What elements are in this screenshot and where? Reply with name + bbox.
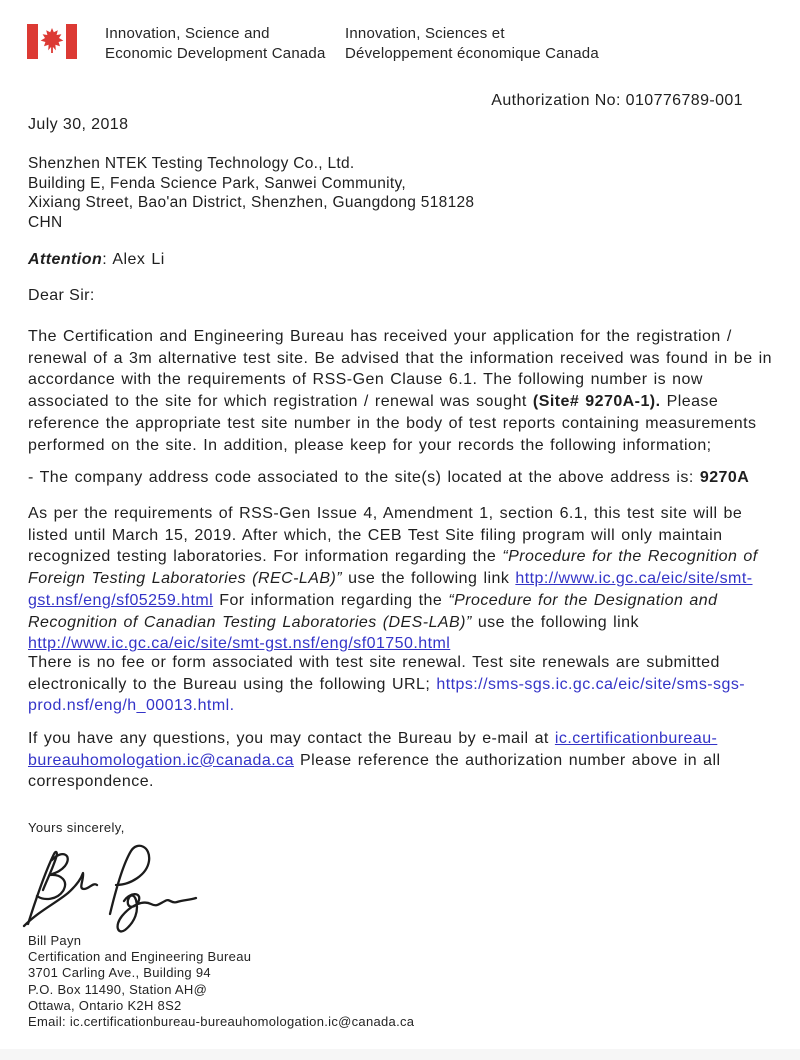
- text-run: (Site# 9270A-1).: [532, 393, 661, 411]
- attention-line: [28, 249, 165, 271]
- org-name-fr-line2: Développement économique Canada: [345, 45, 599, 62]
- recipient-address-block: [28, 154, 474, 232]
- text-run: There is no fee or form associated with test site renewal. Test site renewals are submitted electronically to the Bureau using the following URL;: [28, 654, 720, 693]
- body-paragraph-2: [28, 503, 772, 655]
- body-paragraph-3: [28, 652, 772, 717]
- org-name-french: [345, 24, 599, 64]
- signer-contact-line: P.O. Box 11490, Station AH@: [28, 981, 208, 997]
- signer-contact-line: 3701 Carling Ave., Building 94: [28, 965, 211, 981]
- canada-flag-icon: [27, 24, 77, 59]
- recipient-address-line: CHN: [28, 213, 63, 231]
- text-run: Please reference the appropriate test site number in the body of test reports containing measurements performed on the site. In addition, please keep for your records the following information;: [28, 393, 757, 454]
- text-run: : Alex Li: [102, 251, 165, 268]
- text-run: The Certification and Engineering Bureau has received your application for the registration / renewal of a 3m alternative test site. Be advised that the information received was found in be in accordance with the requirements of RSS-Gen Clause 6.1. The following number is now associated to the site for which registration / renewal was sought: [28, 328, 772, 411]
- text-run: Please reference the authorization number above in all correspondence.: [28, 751, 721, 791]
- org-name-en-line2: Economic Development Canada: [105, 45, 326, 62]
- body-paragraph-4: [28, 728, 772, 793]
- salutation: Dear Sir:: [28, 287, 95, 304]
- body-paragraph-company-code: [28, 467, 772, 489]
- hyperlink[interactable]: ic.certificationbureau-bureauhomologation.ic@canada.ca: [28, 730, 718, 769]
- org-name-en-line1: Innovation, Science and: [105, 25, 270, 42]
- page-bottom-edge: [0, 1049, 800, 1060]
- signer-contact-line: Bill Payn: [28, 933, 82, 948]
- text-run: If you have any questions, you may contact the Bureau by e-mail at: [28, 730, 555, 747]
- letterhead: [27, 24, 599, 64]
- text-run: 9270A: [699, 469, 750, 486]
- body-paragraph-1: [28, 326, 772, 456]
- hyperlink[interactable]: http://www.ic.gc.ca/eic/site/smt-gst.nsf/eng/sf01750.html: [28, 635, 451, 653]
- text-run: Attention: [28, 251, 103, 268]
- recipient-address-line: Building E, Fenda Science Park, Sanwei Community,: [28, 174, 406, 192]
- authorization-number: Authorization No: 010776789-001: [491, 92, 743, 109]
- text-run: use the following link: [342, 570, 516, 588]
- signer-contact-line: Certification and Engineering Bureau: [28, 949, 252, 965]
- org-name-english: [105, 24, 345, 64]
- text-run: “Procedure for the Recognition of Foreign Testing Laboratories (REC-LAB)”: [28, 548, 758, 588]
- signer-contact-block: [28, 933, 414, 1030]
- handwritten-signature: [18, 844, 228, 939]
- hyperlink[interactable]: http://www.ic.gc.ca/eic/site/smt-gst.nsf/eng/sf05259.html: [28, 570, 753, 609]
- text-run: For information regarding the: [213, 591, 449, 609]
- signer-contact-line: Email: ic.certificationbureau-bureauhomologation.ic@canada.ca: [28, 1014, 415, 1030]
- text-run: use the following link: [471, 613, 639, 631]
- closing-salutation: Yours sincerely,: [28, 820, 125, 835]
- recipient-address-line: Shenzhen NTEK Testing Technology Co., Ltd.: [28, 155, 355, 172]
- text-run: “Procedure for the Designation and Recognition of Canadian Testing Laboratories (DES-LAB)”: [28, 591, 718, 631]
- recipient-address-line: Xixiang Street, Bao'an District, Shenzhen, Guangdong 518128: [28, 194, 475, 211]
- org-name-fr-line1: Innovation, Sciences et: [345, 25, 505, 42]
- signer-contact-line: Ottawa, Ontario K2H 8S2: [28, 997, 182, 1013]
- letter-date: July 30, 2018: [28, 116, 129, 133]
- hyperlink[interactable]: https://sms-sgs.ic.gc.ca/eic/site/sms-sgs-prod.nsf/eng/h_00013.html.: [28, 675, 746, 715]
- text-run: - The company address code associated to the site(s) located at the above address is:: [28, 469, 700, 486]
- maple-leaf-icon: [41, 28, 64, 53]
- text-run: As per the requirements of RSS-Gen Issue 4, Amendment 1, section 6.1, this test site will be listed until March 15, 2019. After which, the CEB Test Site filing program will only maintain recognized testing laboratories. For information regarding the: [28, 505, 743, 566]
